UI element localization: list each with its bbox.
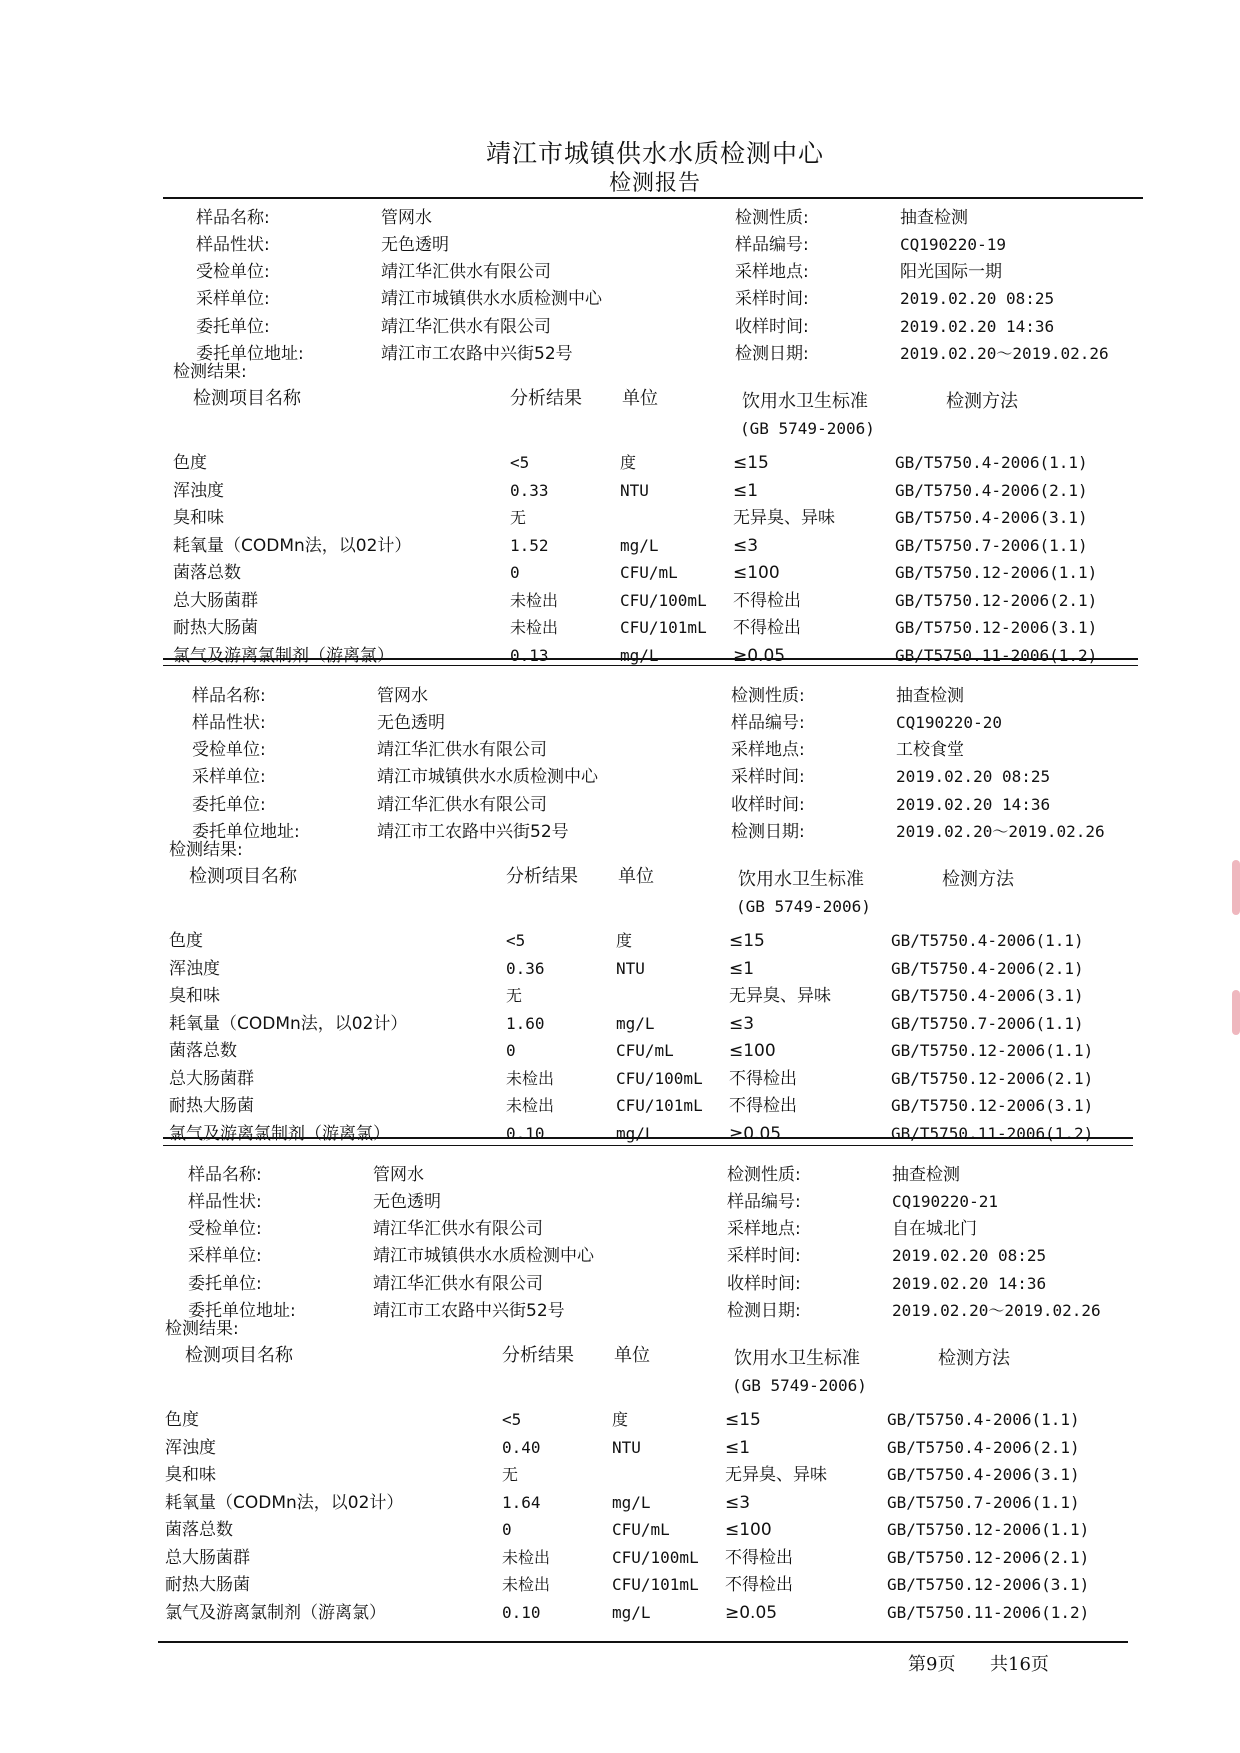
cell-result: 未检出 bbox=[506, 1096, 555, 1115]
cell-result: <5 bbox=[506, 931, 526, 950]
report-section bbox=[0, 957, 1101, 1623]
cell-unit: 度 bbox=[616, 931, 633, 950]
cell-result: <5 bbox=[502, 1410, 522, 1429]
field-value: 靖江华汇供水有限公司 bbox=[381, 317, 551, 337]
column-header-standard: 饮用水卫生标准 bbox=[738, 869, 864, 890]
column-header-unit: 单位 bbox=[618, 866, 654, 887]
cell-standard: 不得检出 bbox=[729, 1096, 797, 1116]
field-value: 2019.02.20 14:36 bbox=[892, 1274, 1047, 1293]
cell-result: 未检出 bbox=[502, 1575, 551, 1594]
cell-standard: ≤3 bbox=[729, 1014, 755, 1034]
cell-standard: ≥0.05 bbox=[725, 1603, 778, 1623]
cell-result: <5 bbox=[510, 453, 530, 472]
cell-result: 0 bbox=[510, 563, 520, 582]
field-label: 采样地点: bbox=[727, 1219, 801, 1239]
cell-result: 0 bbox=[502, 1520, 512, 1539]
column-header-unit: 单位 bbox=[622, 388, 658, 409]
cell-item: 色度 bbox=[165, 1410, 199, 1430]
cell-unit: CFU/100mL bbox=[616, 1069, 703, 1088]
cell-standard: 不得检出 bbox=[729, 1069, 797, 1089]
cell-method: GB/T5750.4-2006(1.1) bbox=[895, 453, 1088, 472]
cell-standard: 不得检出 bbox=[733, 618, 801, 638]
field-label: 样品名称: bbox=[192, 686, 266, 706]
cell-method: GB/T5750.4-2006(2.1) bbox=[887, 1438, 1080, 1457]
field-label: 收样时间: bbox=[735, 317, 809, 337]
column-header-method: 检测方法 bbox=[942, 869, 1014, 890]
field-value: 工校食堂 bbox=[896, 740, 964, 760]
field-label: 样品名称: bbox=[196, 208, 270, 228]
field-value: CQ190220-21 bbox=[892, 1192, 998, 1211]
cell-standard: ≤3 bbox=[733, 536, 759, 556]
cell-result: 0.33 bbox=[510, 481, 549, 500]
cell-unit: NTU bbox=[616, 959, 645, 978]
cell-method: GB/T5750.12-2006(2.1) bbox=[891, 1069, 1094, 1088]
cell-standard: ≤100 bbox=[729, 1041, 776, 1061]
cell-unit: mg/L bbox=[616, 1124, 655, 1143]
cell-item: 臭和味 bbox=[173, 508, 224, 528]
cell-method: GB/T5750.4-2006(1.1) bbox=[887, 1410, 1080, 1429]
cell-standard: ≤1 bbox=[733, 481, 759, 501]
cell-item: 浑浊度 bbox=[173, 481, 224, 501]
document-subtitle: 检测报告 bbox=[608, 171, 701, 196]
results-label: 检测结果: bbox=[169, 840, 243, 860]
field-label: 样品编号: bbox=[735, 235, 809, 255]
field-label: 受检单位: bbox=[188, 1219, 262, 1239]
cell-method: GB/T5750.4-2006(2.1) bbox=[895, 481, 1088, 500]
cell-method: GB/T5750.11-2006(1.2) bbox=[891, 1124, 1094, 1143]
cell-method: GB/T5750.12-2006(2.1) bbox=[887, 1548, 1090, 1567]
cell-method: GB/T5750.4-2006(3.1) bbox=[887, 1465, 1080, 1484]
field-value: 2019.02.20 14:36 bbox=[900, 317, 1055, 336]
cell-unit: CFU/100mL bbox=[612, 1548, 699, 1567]
cell-standard: ≤100 bbox=[725, 1520, 772, 1540]
page-number: 第9页 bbox=[908, 1654, 956, 1675]
field-value: 自在城北门 bbox=[892, 1219, 977, 1239]
field-label: 采样单位: bbox=[196, 289, 270, 309]
field-label: 采样时间: bbox=[735, 289, 809, 309]
cell-result: 未检出 bbox=[506, 1069, 555, 1088]
cell-standard: ≤1 bbox=[729, 959, 755, 979]
cell-item: 菌落总数 bbox=[165, 1520, 233, 1540]
cell-standard: 无异臭、异味 bbox=[729, 986, 831, 1006]
cell-standard: 不得检出 bbox=[725, 1575, 793, 1595]
cell-item: 耐热大肠菌 bbox=[173, 618, 258, 638]
results-label: 检测结果: bbox=[165, 1319, 239, 1339]
field-label: 样品编号: bbox=[731, 713, 805, 733]
column-header-method: 检测方法 bbox=[946, 391, 1018, 412]
cell-standard: ≥0.05 bbox=[733, 646, 786, 666]
results-label: 检测结果: bbox=[173, 362, 247, 382]
field-value: 2019.02.20 08:25 bbox=[900, 289, 1055, 308]
cell-method: GB/T5750.12-2006(1.1) bbox=[891, 1041, 1094, 1060]
cell-result: 未检出 bbox=[510, 591, 559, 610]
cell-item: 总大肠菌群 bbox=[169, 1069, 254, 1089]
cell-standard: ≤3 bbox=[725, 1493, 751, 1513]
cell-result: 0.10 bbox=[506, 1124, 545, 1143]
field-label: 检测日期: bbox=[731, 822, 805, 842]
field-label: 委托单位: bbox=[192, 795, 266, 815]
cell-item: 氯气及游离氯制剂（游离氯） bbox=[165, 1603, 386, 1623]
field-value: 抽查检测 bbox=[892, 1165, 960, 1185]
cell-item: 耐热大肠菌 bbox=[169, 1096, 254, 1116]
cell-item: 总大肠菌群 bbox=[165, 1548, 250, 1568]
field-label: 收样时间: bbox=[727, 1274, 801, 1294]
field-value: 抽查检测 bbox=[900, 208, 968, 228]
cell-result: 未检出 bbox=[502, 1548, 551, 1567]
field-label: 采样单位: bbox=[188, 1246, 262, 1266]
field-label: 受检单位: bbox=[192, 740, 266, 760]
field-value: 管网水 bbox=[377, 686, 428, 706]
field-label: 委托单位: bbox=[196, 317, 270, 337]
field-label: 采样时间: bbox=[731, 767, 805, 787]
cell-item: 臭和味 bbox=[169, 986, 220, 1006]
cell-method: GB/T5750.4-2006(2.1) bbox=[891, 959, 1084, 978]
field-label: 收样时间: bbox=[731, 795, 805, 815]
cell-unit: NTU bbox=[620, 481, 649, 500]
cell-unit: mg/L bbox=[612, 1493, 651, 1512]
field-label: 采样地点: bbox=[731, 740, 805, 760]
column-header-item: 检测项目名称 bbox=[185, 1345, 293, 1366]
cell-method: GB/T5750.11-2006(1.2) bbox=[887, 1603, 1090, 1622]
field-value: 靖江华汇供水有限公司 bbox=[373, 1219, 543, 1239]
cell-method: GB/T5750.12-2006(2.1) bbox=[895, 591, 1098, 610]
column-header-standard-ref: (GB 5749-2006) bbox=[736, 897, 871, 916]
field-value: 抽查检测 bbox=[896, 686, 964, 706]
column-header-result: 分析结果 bbox=[502, 1345, 574, 1366]
field-value: 靖江华汇供水有限公司 bbox=[377, 795, 547, 815]
cell-method: GB/T5750.7-2006(1.1) bbox=[887, 1493, 1080, 1512]
cell-standard: ≥0.05 bbox=[729, 1124, 782, 1144]
cell-result: 0 bbox=[506, 1041, 516, 1060]
field-value: 无色透明 bbox=[373, 1192, 441, 1212]
cell-standard: ≤15 bbox=[729, 931, 765, 951]
field-value: 靖江市城镇供水水质检测中心 bbox=[381, 289, 602, 309]
field-value: 2019.02.20 08:25 bbox=[892, 1246, 1047, 1265]
column-header-standard-ref: (GB 5749-2006) bbox=[732, 1376, 867, 1395]
field-value: 靖江华汇供水有限公司 bbox=[373, 1274, 543, 1294]
stamp-edge bbox=[1232, 990, 1240, 1035]
cell-item: 浑浊度 bbox=[169, 959, 220, 979]
field-value: 无色透明 bbox=[377, 713, 445, 733]
cell-standard: 无异臭、异味 bbox=[725, 1465, 827, 1485]
field-label: 样品名称: bbox=[188, 1165, 262, 1185]
cell-result: 1.64 bbox=[502, 1493, 541, 1512]
bottom-divider bbox=[158, 1641, 1128, 1643]
cell-unit: 度 bbox=[612, 1410, 629, 1429]
field-label: 采样地点: bbox=[735, 262, 809, 282]
column-header-item: 检测项目名称 bbox=[189, 866, 297, 887]
column-header-standard: 饮用水卫生标准 bbox=[742, 391, 868, 412]
cell-item: 臭和味 bbox=[165, 1465, 216, 1485]
field-value: 靖江市工农路中兴街52号 bbox=[377, 822, 569, 842]
cell-unit: CFU/100mL bbox=[620, 591, 707, 610]
field-value: 2019.02.20～2019.02.26 bbox=[892, 1301, 1101, 1320]
cell-unit: CFU/mL bbox=[616, 1041, 674, 1060]
cell-unit: CFU/101mL bbox=[620, 618, 707, 637]
field-value: 2019.02.20 14:36 bbox=[896, 795, 1051, 814]
cell-item: 耐热大肠菌 bbox=[165, 1575, 250, 1595]
field-label: 样品性状: bbox=[192, 713, 266, 733]
field-label: 委托单位: bbox=[188, 1274, 262, 1294]
cell-unit: 度 bbox=[620, 453, 637, 472]
cell-unit: CFU/mL bbox=[620, 563, 678, 582]
field-value: 阳光国际一期 bbox=[900, 262, 1002, 282]
field-label: 受检单位: bbox=[196, 262, 270, 282]
cell-standard: ≤15 bbox=[733, 453, 769, 473]
cell-unit: NTU bbox=[612, 1438, 641, 1457]
cell-result: 无 bbox=[510, 508, 527, 527]
cell-method: GB/T5750.11-2006(1.2) bbox=[895, 646, 1098, 665]
cell-result: 1.60 bbox=[506, 1014, 545, 1033]
field-value: CQ190220-20 bbox=[896, 713, 1002, 732]
cell-result: 无 bbox=[506, 986, 523, 1005]
field-label: 委托单位地址: bbox=[192, 822, 300, 842]
cell-result: 0.40 bbox=[502, 1438, 541, 1457]
field-value: 靖江市城镇供水水质检测中心 bbox=[373, 1246, 594, 1266]
cell-method: GB/T5750.4-2006(3.1) bbox=[895, 508, 1088, 527]
field-value: 2019.02.20～2019.02.26 bbox=[900, 344, 1109, 363]
cell-unit: mg/L bbox=[616, 1014, 655, 1033]
cell-result: 1.52 bbox=[510, 536, 549, 555]
cell-method: GB/T5750.12-2006(3.1) bbox=[895, 618, 1098, 637]
column-header-unit: 单位 bbox=[614, 1345, 650, 1366]
cell-result: 0.10 bbox=[502, 1603, 541, 1622]
column-header-result: 分析结果 bbox=[510, 388, 582, 409]
cell-method: GB/T5750.12-2006(3.1) bbox=[887, 1575, 1090, 1594]
column-header-standard: 饮用水卫生标准 bbox=[734, 1348, 860, 1369]
document-title: 靖江市城镇供水水质检测中心 bbox=[485, 139, 824, 168]
cell-method: GB/T5750.12-2006(1.1) bbox=[895, 563, 1098, 582]
field-label: 检测日期: bbox=[735, 344, 809, 364]
field-label: 委托单位地址: bbox=[188, 1301, 296, 1321]
cell-standard: ≤1 bbox=[725, 1438, 751, 1458]
cell-method: GB/T5750.12-2006(3.1) bbox=[891, 1096, 1094, 1115]
cell-unit: mg/L bbox=[620, 536, 659, 555]
cell-unit: mg/L bbox=[620, 646, 659, 665]
stamp-edge bbox=[1232, 860, 1240, 915]
field-value: 2019.02.20 08:25 bbox=[896, 767, 1051, 786]
cell-item: 氯气及游离氯制剂（游离氯） bbox=[173, 646, 394, 666]
field-value: 靖江市工农路中兴街52号 bbox=[373, 1301, 565, 1321]
column-header-result: 分析结果 bbox=[506, 866, 578, 887]
field-value: CQ190220-19 bbox=[900, 235, 1006, 254]
field-value: 靖江华汇供水有限公司 bbox=[377, 740, 547, 760]
field-label: 采样时间: bbox=[727, 1246, 801, 1266]
column-header-item: 检测项目名称 bbox=[193, 388, 301, 409]
cell-result: 0.36 bbox=[506, 959, 545, 978]
field-label: 检测性质: bbox=[727, 1165, 801, 1185]
page-total: 共16页 bbox=[990, 1654, 1049, 1675]
field-label: 检测性质: bbox=[731, 686, 805, 706]
field-value: 2019.02.20～2019.02.26 bbox=[896, 822, 1105, 841]
field-value: 无色透明 bbox=[381, 235, 449, 255]
cell-item: 总大肠菌群 bbox=[173, 591, 258, 611]
cell-item: 氯气及游离氯制剂（游离氯） bbox=[169, 1124, 390, 1144]
cell-standard: 无异臭、异味 bbox=[733, 508, 835, 528]
field-label: 采样单位: bbox=[192, 767, 266, 787]
field-value: 管网水 bbox=[381, 208, 432, 228]
cell-item: 耗氧量（CODMn法，以02计） bbox=[169, 1014, 408, 1034]
report-section bbox=[0, 478, 1105, 1144]
cell-item: 耗氧量（CODMn法，以02计） bbox=[173, 536, 412, 556]
cell-item: 菌落总数 bbox=[169, 1041, 237, 1061]
cell-unit: CFU/101mL bbox=[616, 1096, 703, 1115]
field-label: 检测日期: bbox=[727, 1301, 801, 1321]
cell-item: 浑浊度 bbox=[165, 1438, 216, 1458]
cell-item: 色度 bbox=[169, 931, 203, 951]
cell-standard: ≤100 bbox=[733, 563, 780, 583]
field-value: 靖江华汇供水有限公司 bbox=[381, 262, 551, 282]
cell-result: 无 bbox=[502, 1465, 519, 1484]
field-label: 样品编号: bbox=[727, 1192, 801, 1212]
cell-standard: 不得检出 bbox=[733, 591, 801, 611]
cell-method: GB/T5750.7-2006(1.1) bbox=[891, 1014, 1084, 1033]
cell-method: GB/T5750.4-2006(1.1) bbox=[891, 931, 1084, 950]
cell-method: GB/T5750.7-2006(1.1) bbox=[895, 536, 1088, 555]
column-header-standard-ref: (GB 5749-2006) bbox=[740, 419, 875, 438]
field-label: 委托单位地址: bbox=[196, 344, 304, 364]
cell-result: 未检出 bbox=[510, 618, 559, 637]
field-value: 靖江市城镇供水水质检测中心 bbox=[377, 767, 598, 787]
cell-unit: CFU/mL bbox=[612, 1520, 670, 1539]
cell-standard: ≤15 bbox=[725, 1410, 761, 1430]
cell-unit: CFU/101mL bbox=[612, 1575, 699, 1594]
cell-item: 耗氧量（CODMn法，以02计） bbox=[165, 1493, 404, 1513]
cell-method: GB/T5750.4-2006(3.1) bbox=[891, 986, 1084, 1005]
field-value: 管网水 bbox=[373, 1165, 424, 1185]
field-value: 靖江市工农路中兴街52号 bbox=[381, 344, 573, 364]
field-label: 检测性质: bbox=[735, 208, 809, 228]
cell-unit: mg/L bbox=[612, 1603, 651, 1622]
cell-standard: 不得检出 bbox=[725, 1548, 793, 1568]
field-label: 样品性状: bbox=[196, 235, 270, 255]
column-header-method: 检测方法 bbox=[938, 1348, 1010, 1369]
cell-result: 0.13 bbox=[510, 646, 549, 665]
report-section bbox=[0, 0, 1109, 666]
field-label: 样品性状: bbox=[188, 1192, 262, 1212]
cell-item: 色度 bbox=[173, 453, 207, 473]
cell-item: 菌落总数 bbox=[173, 563, 241, 583]
cell-method: GB/T5750.12-2006(1.1) bbox=[887, 1520, 1090, 1539]
